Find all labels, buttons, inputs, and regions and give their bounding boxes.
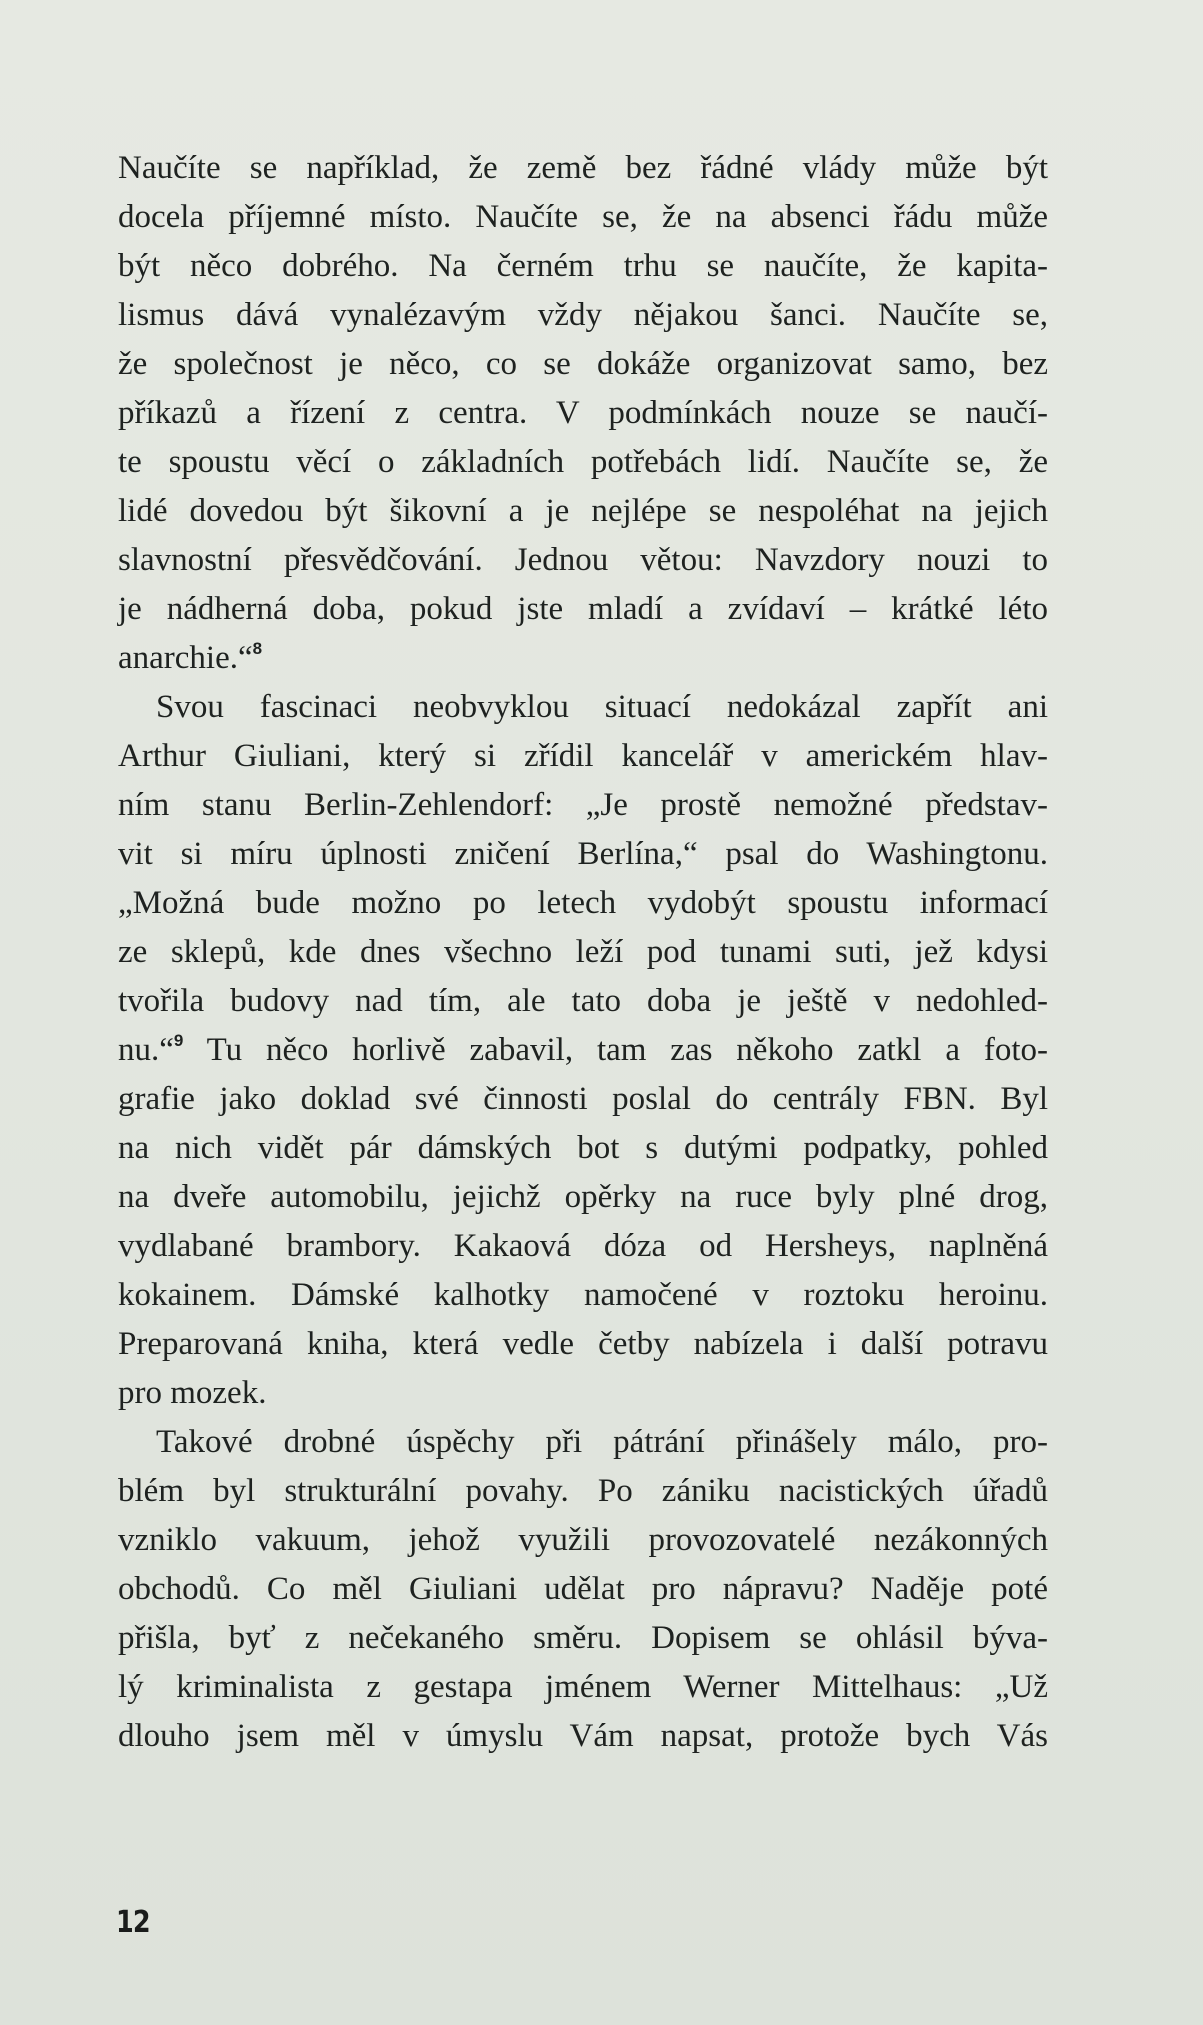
footnote-marker: 9 [173,1031,184,1050]
line-text: Naučíte se například, že země bez řádné vlády může být [118,150,1048,186]
line-text: grafie jako doklad své činnosti poslal do centrály FBN. Byl [118,1081,1048,1117]
line-text: příkazů a řízení z centra. V podmínkách nouze se naučí- [118,395,1048,431]
line-text: „Možná bude možno po letech vydobýt spoustu informací [118,885,1048,921]
line-text: blém byl strukturální povahy. Po zániku nacistických úřadů [118,1473,1048,1509]
line-text: kokainem. Dámské kalhotky namočené v roztoku heroinu. [118,1277,1048,1313]
line-text: Svou fascinaci neobvyklou situací nedokázal zapřít ani [156,689,1048,725]
text-line [118,1565,1048,1614]
page-number: 12 [116,1905,150,1940]
text-line [118,781,1048,830]
line-text-continued: Tu něco horlivě zabavil, tam zas někoho zatkl a foto- [183,1032,1048,1068]
text-line [118,1320,1048,1369]
line-text: te spoustu věcí o základních potřebách lidí. Naučíte se, že [118,444,1048,480]
text-line [118,438,1048,487]
text-line [118,536,1048,585]
line-text: lismus dává vynalézavým vždy nějakou šanci. Naučíte se, [118,297,1048,333]
line-text: tvořila budovy nad tím, ale tato doba je ještě v nedohled- [118,983,1048,1019]
text-line [118,1173,1048,1222]
text-line [118,1369,1048,1418]
text-line [118,683,1048,732]
line-text: být něco dobrého. Na černém trhu se naučíte, že kapita- [118,248,1048,284]
text-line [118,242,1048,291]
line-text: nu.“ [118,1032,174,1068]
text-line [118,732,1048,781]
text-line [118,340,1048,389]
text-line [118,1614,1048,1663]
text-line [118,1271,1048,1320]
text-line [118,1026,1048,1075]
line-text: vydlabané brambory. Kakaová dóza od Hersheys, naplněná [118,1228,1048,1264]
text-line [118,1418,1048,1467]
line-text: lidé dovedou být šikovní a je nejlépe se nespoléhat na jejich [118,493,1048,529]
text-line [118,193,1048,242]
text-line [118,928,1048,977]
text-line [118,291,1048,340]
line-text: je nádherná doba, pokud jste mladí a zvídaví – krátké léto [118,591,1048,627]
line-text: ním stanu Berlin-Zehlendorf: „Je prostě nemožné představ- [118,787,1048,823]
text-line [118,879,1048,928]
text-line [118,144,1048,193]
line-text: anarchie.“ [118,640,253,676]
text-line [118,1124,1048,1173]
text-line [118,1663,1048,1712]
line-text: vit si míru úplnosti zničení Berlína,“ psal do Washingtonu. [118,836,1048,872]
line-text: Preparovaná kniha, která vedle četby nabízela i další potravu [118,1326,1048,1362]
line-text: obchodů. Co měl Giuliani udělat pro nápravu? Naděje poté [118,1571,1048,1607]
line-text: ze sklepů, kde dnes všechno leží pod tunami suti, jež kdysi [118,934,1048,970]
text-line [118,634,1048,683]
line-text: docela příjemné místo. Naučíte se, že na absenci řádu může [118,199,1048,235]
text-line [118,487,1048,536]
text-line [118,830,1048,879]
line-text: na nich vidět pár dámských bot s dutými podpatky, pohled [118,1130,1048,1166]
line-text: dlouho jsem měl v úmyslu Vám napsat, protože bych Vás [118,1718,1048,1754]
line-text: lý kriminalista z gestapa jménem Werner Mittelhaus: „Už [118,1669,1048,1705]
text-line [118,1712,1048,1761]
text-line [118,1467,1048,1516]
text-line [118,1222,1048,1271]
line-text: na dveře automobilu, jejichž opěrky na ruce byly plné drog, [118,1179,1048,1215]
line-text: že společnost je něco, co se dokáže organizovat samo, bez [118,346,1048,382]
line-text: Arthur Giuliani, který si zřídil kancelář v americkém hlav- [118,738,1048,774]
line-text: Takové drobné úspěchy při pátrání přinášely málo, pro- [156,1424,1048,1460]
line-text: slavnostní přesvědčování. Jednou větou: Navzdory nouzi to [118,542,1048,578]
text-line [118,389,1048,438]
text-line [118,1516,1048,1565]
line-text: pro mozek. [118,1375,267,1411]
text-line [118,977,1048,1026]
footnote-marker: 8 [252,639,263,658]
line-text: přišla, byť z nečekaného směru. Dopisem se ohlásil býva- [118,1620,1048,1656]
line-text: vzniklo vakuum, jehož využili provozovatelé nezákonných [118,1522,1048,1558]
text-line [118,1075,1048,1124]
text-line [118,585,1048,634]
body-text [118,144,1048,1761]
